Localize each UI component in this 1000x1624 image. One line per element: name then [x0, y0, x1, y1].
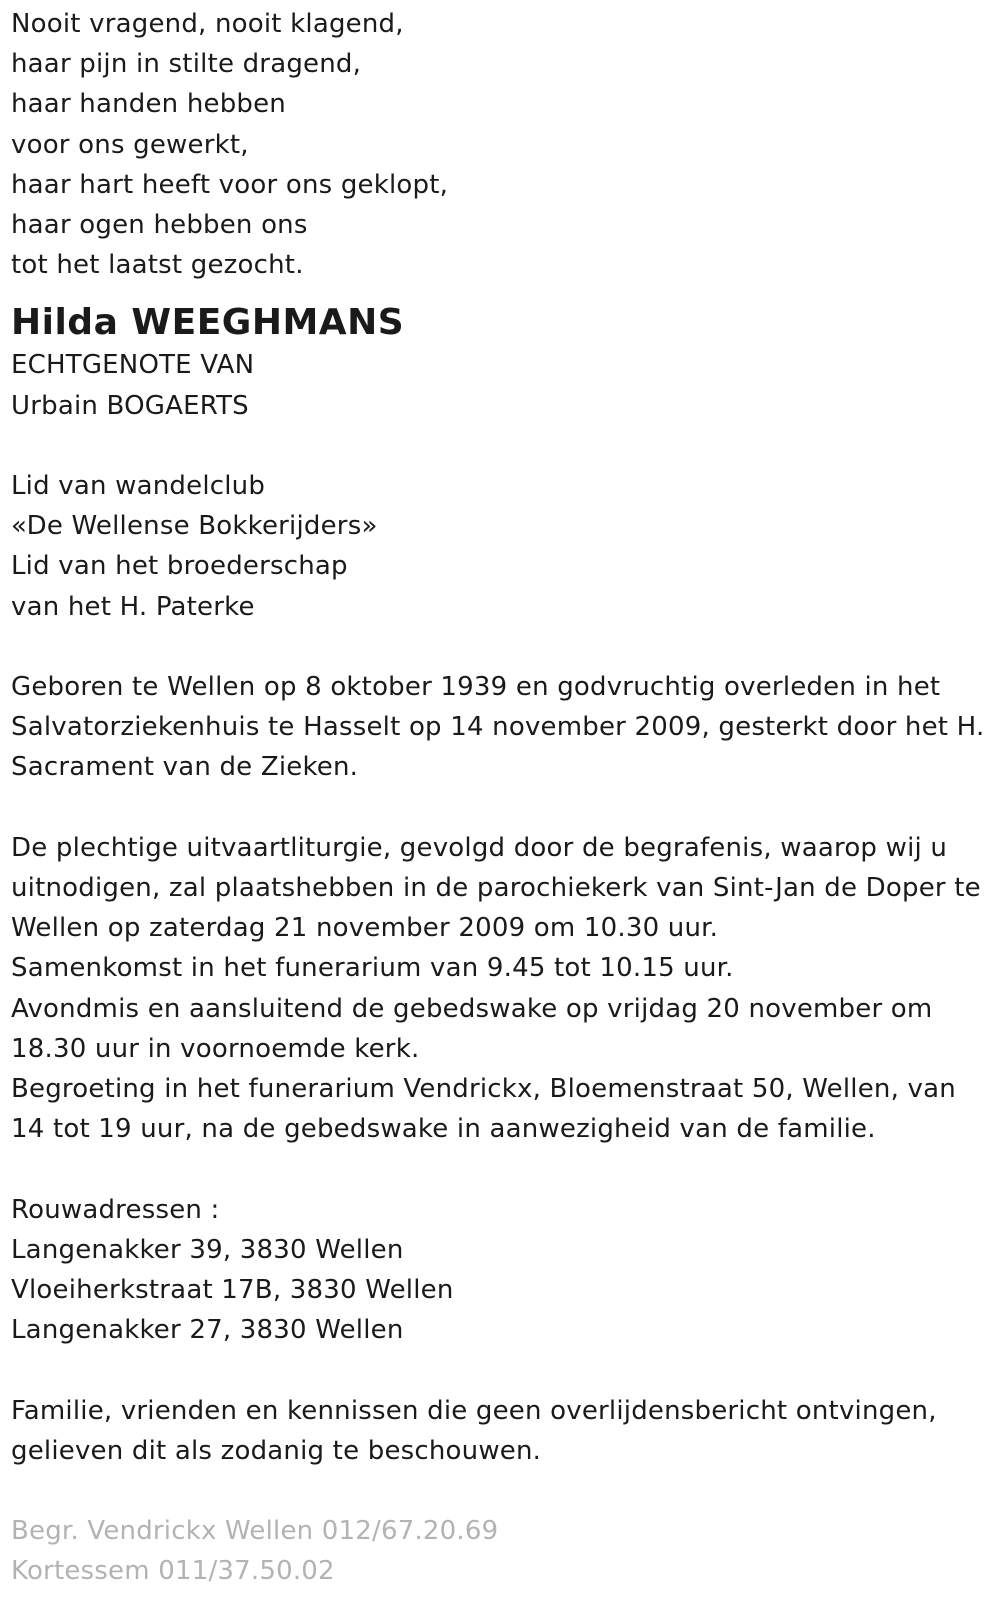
footer-line: Begr. Vendrickx Wellen 012/67.20.69 — [11, 1516, 499, 1547]
birth-death-paragraph — [11, 667, 996, 788]
spouse-info — [11, 345, 996, 425]
membership-line: Lid van het broederschap — [11, 551, 348, 582]
funeral-line: 14 tot 19 uur, na de gebedswake in aanwezigheid van de familie. — [11, 1114, 876, 1145]
spacer — [11, 1471, 996, 1511]
funeral-line: De plechtige uitvaartliturgie, gevolgd door de begrafenis, waarop wij u — [11, 832, 948, 863]
funeral-line: Avondmis en aansluitend de gebedswake op vrijdag 20 november om — [11, 993, 933, 1024]
funeral-home-footer — [11, 1511, 996, 1591]
membership-line: van het H. Paterke — [11, 591, 255, 622]
funeral-line: 18.30 uur in voornoemde kerk. — [11, 1033, 420, 1064]
poem — [11, 4, 996, 285]
footer-line: Kortessem 011/37.50.02 — [11, 1556, 335, 1587]
address-line: Langenakker 27, 3830 Wellen — [11, 1315, 404, 1346]
addresses-heading: Rouwadressen : — [11, 1194, 220, 1225]
spacer — [11, 1149, 996, 1189]
poem-line: haar hart heeft voor ons geklopt, — [11, 169, 449, 200]
spacer — [11, 788, 996, 828]
deceased-name: Hilda WEEGHMANS — [11, 302, 405, 344]
address-line: Langenakker 39, 3830 Wellen — [11, 1234, 404, 1265]
address-line: Vloeiherkstraat 17B, 3830 Wellen — [11, 1275, 454, 1306]
spacer — [11, 426, 996, 466]
funeral-line: Begroeting in het funerarium Vendrickx, Bloemenstraat 50, Wellen, van — [11, 1074, 956, 1105]
funeral-line: Wellen op zaterdag 21 november 2009 om 10.30 uur. — [11, 913, 719, 944]
funeral-line: uitnodigen, zal plaatshebben in de parochiekerk van Sint-Jan de Doper te — [11, 873, 981, 904]
memberships — [11, 466, 996, 627]
poem-line: tot het laatst gezocht. — [11, 250, 304, 281]
closing-line: gelieven dit als zodanig te beschouwen. — [11, 1435, 542, 1466]
spouse-line: Urbain BOGAERTS — [11, 390, 249, 421]
obituary-document — [11, 4, 996, 1592]
closing-paragraph — [11, 1391, 996, 1471]
spacer — [11, 1350, 996, 1390]
funeral-line: Samenkomst in het funerarium van 9.45 tot 10.15 uur. — [11, 953, 734, 984]
closing-line: Familie, vrienden en kennissen die geen overlijdensbericht ontvingen, — [11, 1395, 937, 1426]
poem-line: haar ogen hebben ons — [11, 210, 308, 241]
poem-line: haar pijn in stilte dragend, — [11, 49, 362, 80]
mourning-addresses — [11, 1190, 996, 1351]
poem-line: haar handen hebben — [11, 89, 286, 120]
funeral-paragraph — [11, 828, 996, 1150]
membership-line: «De Wellense Bokkerijders» — [11, 511, 378, 542]
spacer — [11, 627, 996, 667]
spouse-line: ECHTGENOTE VAN — [11, 350, 255, 381]
membership-line: Lid van wandelclub — [11, 471, 266, 502]
poem-line: Nooit vragend, nooit klagend, — [11, 9, 404, 39]
poem-line: voor ons gewerkt, — [11, 129, 249, 160]
birth-death-line: Sacrament van de Zieken. — [11, 752, 359, 783]
birth-death-line: Geboren te Wellen op 8 oktober 1939 en godvruchtig overleden in het — [11, 672, 941, 703]
birth-death-line: Salvatorziekenhuis te Hasselt op 14 november 2009, gesterkt door het H. — [11, 712, 985, 743]
